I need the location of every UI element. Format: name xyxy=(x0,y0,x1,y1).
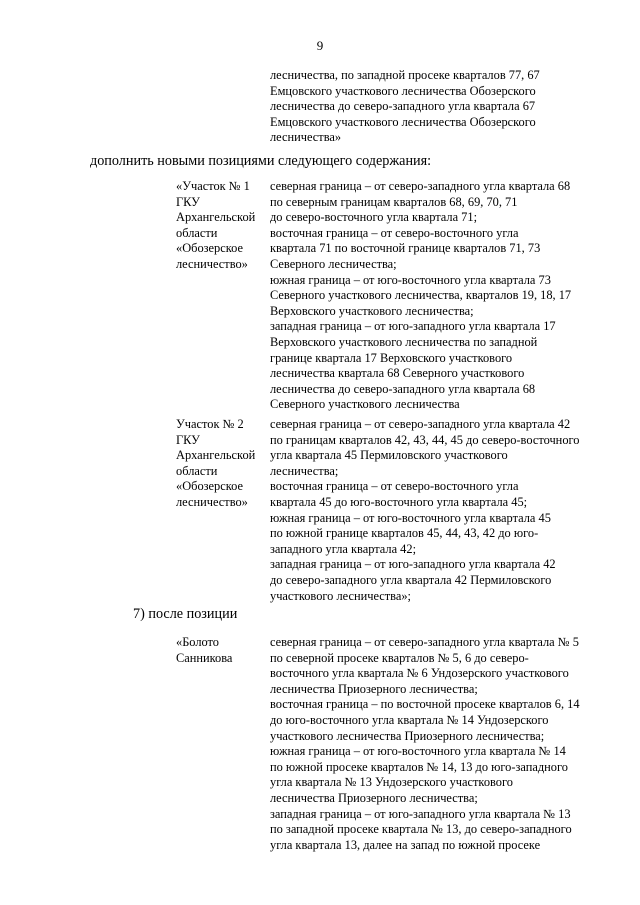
text-line: Архангельской xyxy=(176,448,256,463)
text-line: Участок № 2 xyxy=(176,417,244,431)
text-line: угла квартала № 13 Ундозерского участкового xyxy=(270,775,513,790)
text-line: «Участок № 1 xyxy=(176,179,250,193)
text-line: лесничества Приозерного лесничества; xyxy=(270,790,478,805)
text-line: западная граница – от юго-западного угла квартала № 13 xyxy=(270,806,571,821)
text-line: лесничества квартала 68 Северного участкового xyxy=(270,366,525,381)
text-line: лесничества до северо-западного угла квартала 67 xyxy=(270,99,536,114)
text-line: области xyxy=(176,463,218,478)
text-line: участкового лесничества Приозерного лесничества; xyxy=(270,728,545,743)
text-line: южная граница – от юго-восточного угла квартала 73 xyxy=(270,272,551,287)
text-line: Емцовского участкового лесничества Обозерского xyxy=(270,83,536,98)
heading-add-positions: дополнить новыми позициями следующего содержания: xyxy=(90,153,432,169)
text-line: лесничество» xyxy=(176,494,248,509)
text-line: восточная граница – от северо-восточного угла xyxy=(270,479,519,494)
text-line: области xyxy=(176,225,218,240)
text-line: по северной просеке кварталов № 5, 6 до северо- xyxy=(270,650,529,665)
text-line: лесничества, по западной просеке кварталов 77, 67 xyxy=(270,68,540,82)
text-line: ГКУ xyxy=(176,432,200,447)
text-line: северная граница – от северо-западного угла квартала 68 xyxy=(270,179,571,193)
text-line: квартала 71 по восточной границе кварталов 71, 73 xyxy=(270,241,541,256)
text-line: «Болото xyxy=(176,635,220,649)
top-block xyxy=(270,68,540,146)
entry2-description xyxy=(270,417,579,604)
text-line: лесничества Приозерного лесничества; xyxy=(270,681,478,696)
text-line: южная граница – от юго-восточного угла квартала № 14 xyxy=(270,744,566,759)
text-line: «Обозерское xyxy=(176,479,243,494)
text-line: по северным границам кварталов 68, 69, 70, 71 xyxy=(270,194,518,209)
text-line: Верховского участкового лесничества по западной xyxy=(270,334,538,349)
text-line: Архангельской xyxy=(176,210,256,225)
entry2-name xyxy=(176,417,255,511)
text-line: по южной просеке кварталов № 14, 13 до юго-западного xyxy=(270,759,568,774)
entry1-name xyxy=(176,179,255,273)
text-line: лесничества» xyxy=(270,130,342,145)
text-line: ГКУ xyxy=(176,194,200,209)
heading-after-position: 7) после позиции xyxy=(133,606,238,622)
text-line: угла квартала 13, далее на запад по южной просеке xyxy=(270,837,541,852)
text-line: участкового лесничества»; xyxy=(270,588,411,603)
text-line: Емцовского участкового лесничества Обозерского xyxy=(270,114,536,129)
entry3-description xyxy=(270,635,580,853)
text-line: угла квартала 45 Пермиловского участкового xyxy=(270,448,508,463)
text-line: по южной границе кварталов 45, 44, 43, 42 до юго- xyxy=(270,526,539,541)
text-line: северная граница – от северо-западного угла квартала 42 xyxy=(270,417,571,431)
text-line: восточная граница – от северо-восточного угла xyxy=(270,225,519,240)
text-line: по западной просеке квартала № 13, до северо-западного xyxy=(270,822,572,837)
entry3-name xyxy=(176,635,232,666)
text-line: лесничества до северо-западного угла квартала 68 xyxy=(270,381,536,396)
text-line: восточного угла квартала № 6 Ундозерского участкового xyxy=(270,666,569,681)
text-line: «Обозерское xyxy=(176,241,243,256)
text-line: северная граница – от северо-западного угла квартала № 5 xyxy=(270,635,579,649)
text-line: Северного участкового лесничества xyxy=(270,397,460,412)
text-line: Верховского участкового лесничества; xyxy=(270,303,474,318)
text-line: квартала 45 до юго-восточного угла квартала 45; xyxy=(270,494,528,509)
text-line: до северо-западного угла квартала 42 Пермиловского xyxy=(270,572,552,587)
text-line: до юго-восточного угла квартала № 14 Ундозерского xyxy=(270,712,549,727)
text-line: лесничество» xyxy=(176,256,248,271)
text-line: по границам кварталов 42, 43, 44, 45 до северо-восточного xyxy=(270,432,580,447)
text-line: Северного участкового лесничества, кварталов 19, 18, 17 xyxy=(270,288,572,303)
entry1-description xyxy=(270,179,571,413)
text-line: западная граница – от юго-западного угла квартала 42 xyxy=(270,557,556,572)
text-line: Санникова xyxy=(176,650,233,665)
text-line: лесничества; xyxy=(270,463,339,478)
text-line: до северо-восточного угла квартала 71; xyxy=(270,210,478,225)
text-line: границе квартала 17 Верховского участкового xyxy=(270,350,513,365)
text-line: южная граница – от юго-восточного угла квартала 45 xyxy=(270,510,551,525)
text-line: восточная граница – по восточной просеке кварталов 6, 14 xyxy=(270,697,580,712)
text-line: западная граница – от юго-западного угла квартала 17 xyxy=(270,319,556,334)
page-number: 9 xyxy=(316,38,324,53)
text-line: Северного лесничества; xyxy=(270,256,397,271)
text-line: западного угла квартала 42; xyxy=(270,541,417,556)
